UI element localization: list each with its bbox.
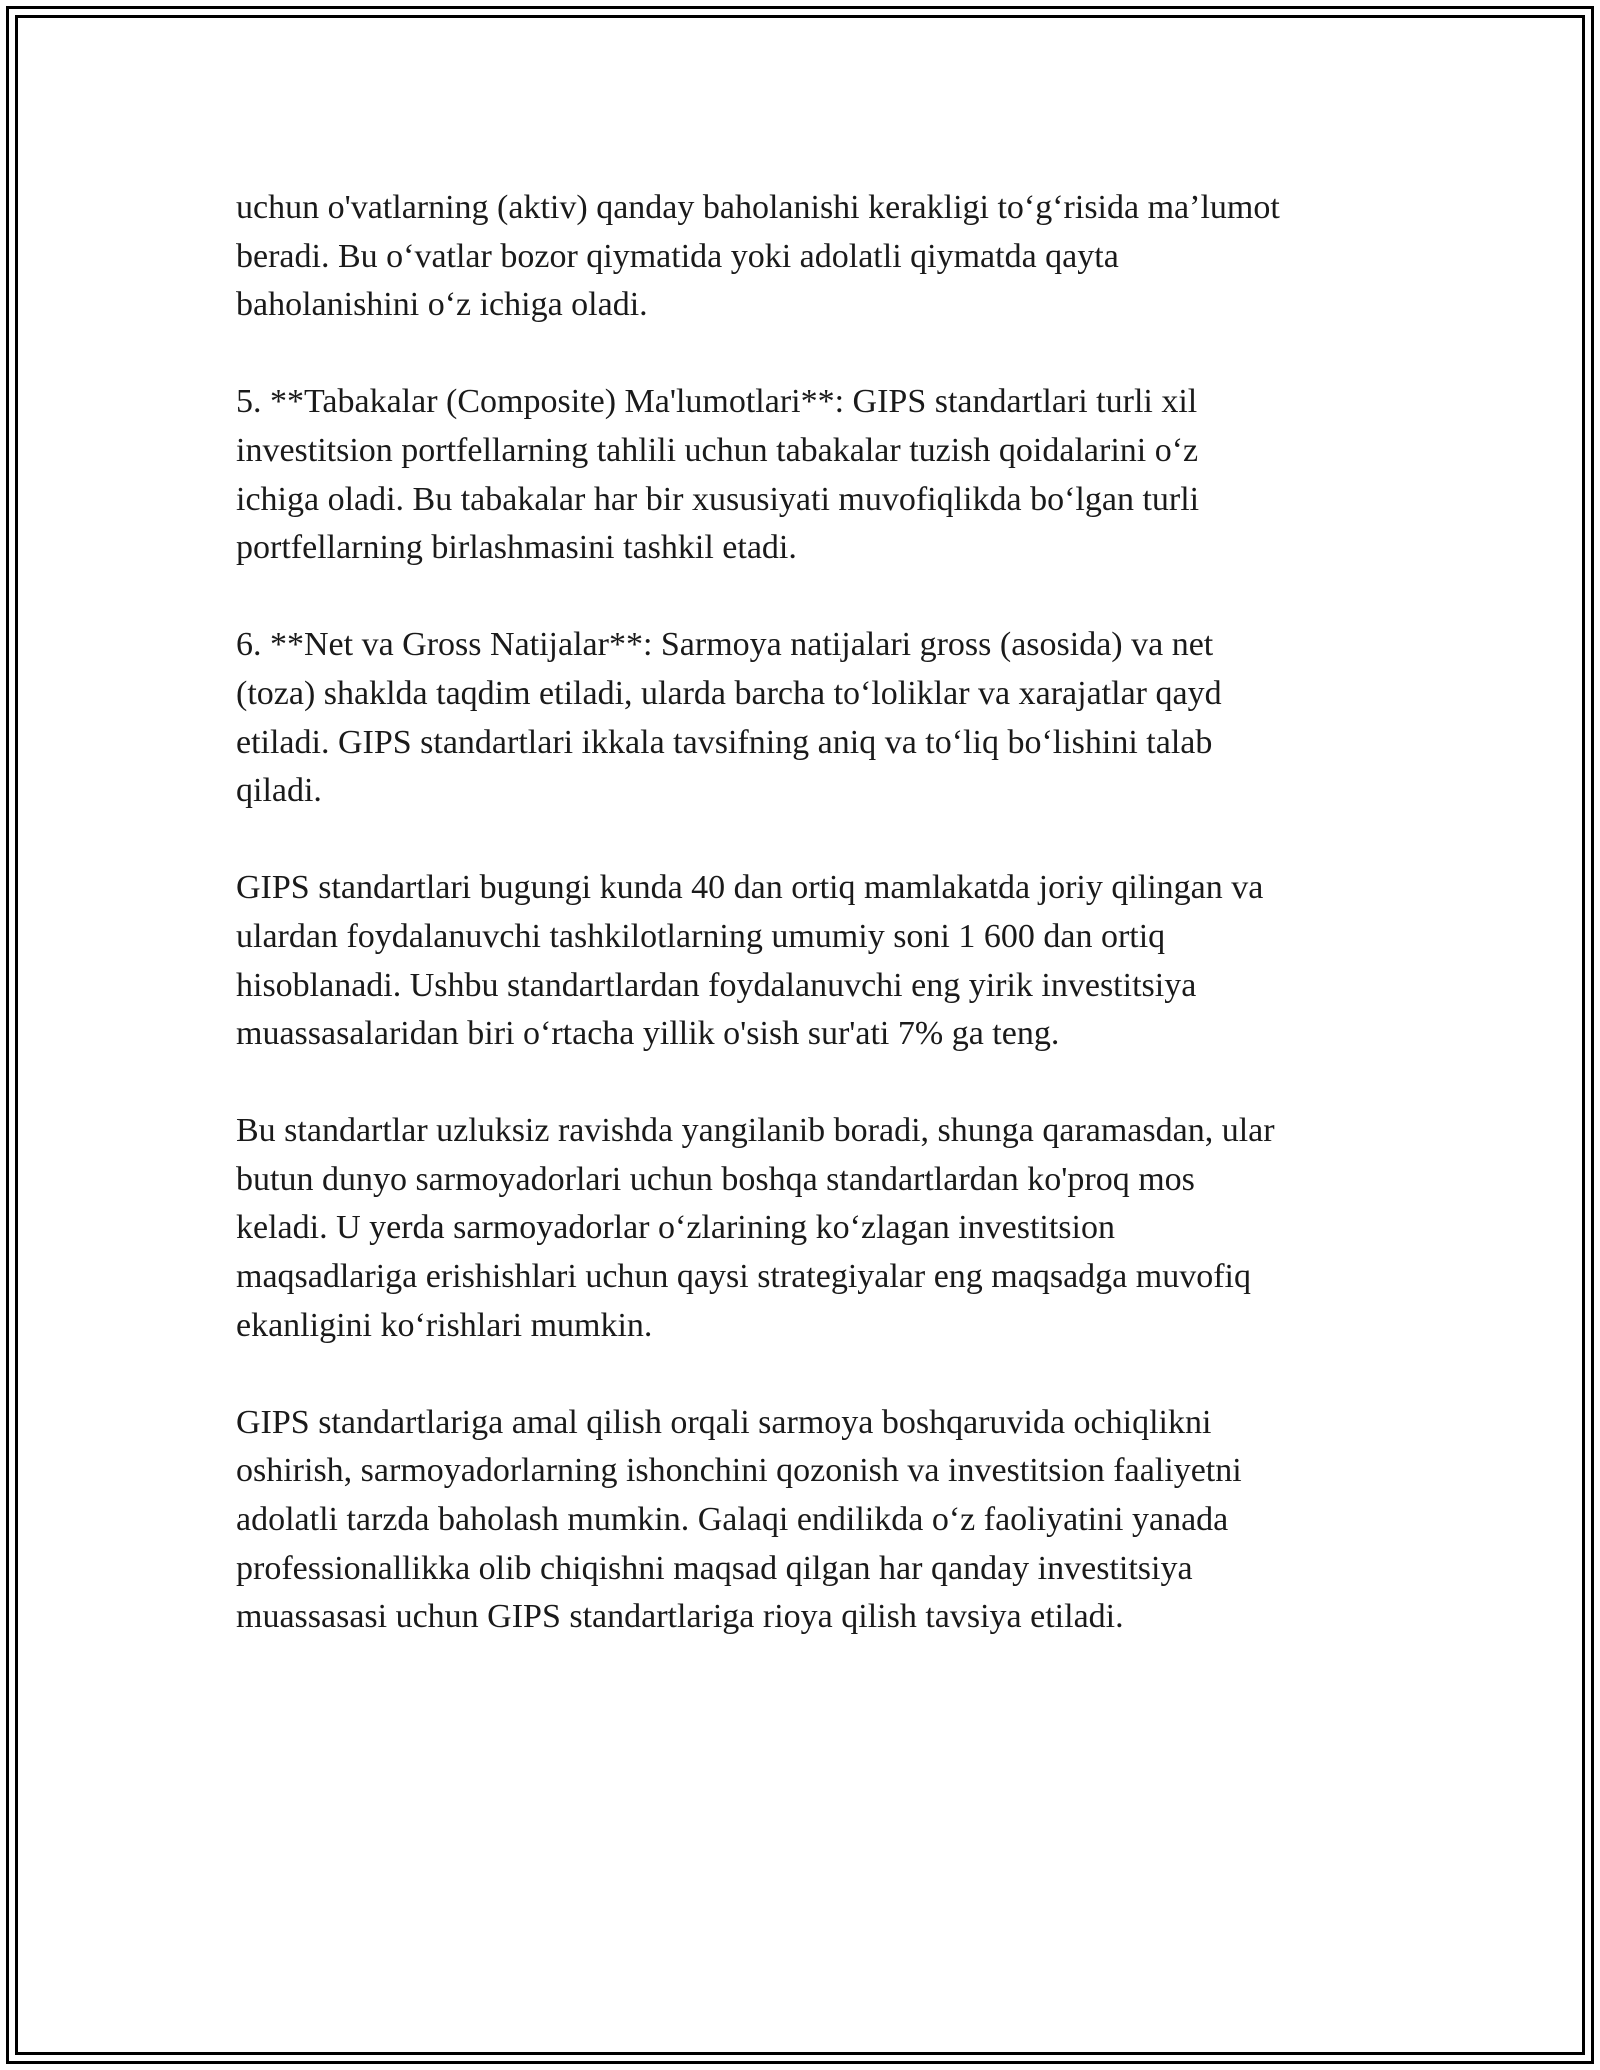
text-line: keladi. U yerda sarmoyadorlar o‘zlarining ko‘zlagan investitsion	[236, 1209, 1115, 1247]
text-line: investitsion portfellarning tahlili uchun tabakalar tuzish qoidalarini o‘z	[236, 431, 1199, 469]
text-line: ulardan foydalanuvchi tashkilotlarning umumiy soni 1 600 dan ortiq	[236, 917, 1166, 955]
text-line: GIPS standartlariga amal qilish orqali sarmoya boshqaruvida ochiqlikni	[236, 1403, 1212, 1441]
text-line: muassasalaridan biri o‘rtacha yillik o'sish sur'ati 7% ga teng.	[236, 1015, 1060, 1053]
text-line: (toza) shaklda taqdim etiladi, ularda barcha to‘loliklar va xarajatlar qayd	[236, 674, 1222, 712]
paragraph-conclusion	[236, 1399, 1406, 1642]
text-line: etiladi. GIPS standartlari ikkala tavsifning aniq va to‘liq bo‘lishini talab	[236, 723, 1213, 761]
text-line: Bu standartlar uzluksiz ravishda yangilanib boradi, shunga qaramasdan, ular	[236, 1112, 1275, 1150]
text-line: hisoblanadi. Ushbu standartlardan foydalanuvchi eng yirik investitsiya	[236, 966, 1197, 1004]
text-line: ichiga oladi. Bu tabakalar har bir xususiyati muvofiqlikda bo‘lgan turli	[236, 480, 1200, 518]
paragraph-net-gross-results	[236, 621, 1406, 815]
paragraph-adoption-stats	[236, 864, 1406, 1058]
text-line: 6. **Net va Gross Natijalar**: Sarmoya natijalari gross (asosida) va net	[236, 626, 1214, 664]
text-line: muassasasi uchun GIPS standartlariga rioya qilish tavsiya etiladi.	[236, 1598, 1124, 1636]
paragraph-composite-data	[236, 378, 1406, 572]
text-line: qiladi.	[236, 772, 322, 810]
text-line: ekanligini ko‘rishlari mumkin.	[236, 1306, 653, 1344]
text-line: butun dunyo sarmoyadorlari uchun boshqa standartlardan ko'proq mos	[236, 1160, 1195, 1198]
text-line: uchun o'vatlarning (aktiv) qanday baholanishi kerakligi to‘g‘risida ma’lumot	[236, 189, 1280, 226]
text-line: adolatli tarzda baholash mumkin. Galaqi endilikda o‘z faoliyatini yanada	[236, 1501, 1229, 1539]
text-line: baholanishini o‘z ichiga oladi.	[236, 286, 648, 324]
text-line: 5. **Tabakalar (Composite) Ma'lumotlari**: GIPS standartlari turli xil	[236, 383, 1198, 421]
text-line: GIPS standartlari bugungi kunda 40 dan ortiq mamlakatda joriy qilingan va	[236, 869, 1264, 907]
text-line: oshirish, sarmoyadorlarning ishonchini qozonish va investitsion faaliyetni	[236, 1452, 1242, 1490]
text-line: portfellarning birlashmasini tashkil etadi.	[236, 529, 797, 567]
paragraph-continuous-updates	[236, 1107, 1406, 1350]
document-body	[236, 184, 1406, 1690]
paragraph-asset-valuation	[236, 184, 1406, 330]
text-line: beradi. Bu o‘vatlar bozor qiymatida yoki adolatli qiymatda qayta	[236, 237, 1119, 275]
text-line: maqsadlariga erishishlari uchun qaysi strategiyalar eng maqsadga muvofiq	[236, 1258, 1251, 1296]
text-line: professionallikka olib chiqishni maqsad qilgan har qanday investitsiya	[236, 1549, 1193, 1587]
